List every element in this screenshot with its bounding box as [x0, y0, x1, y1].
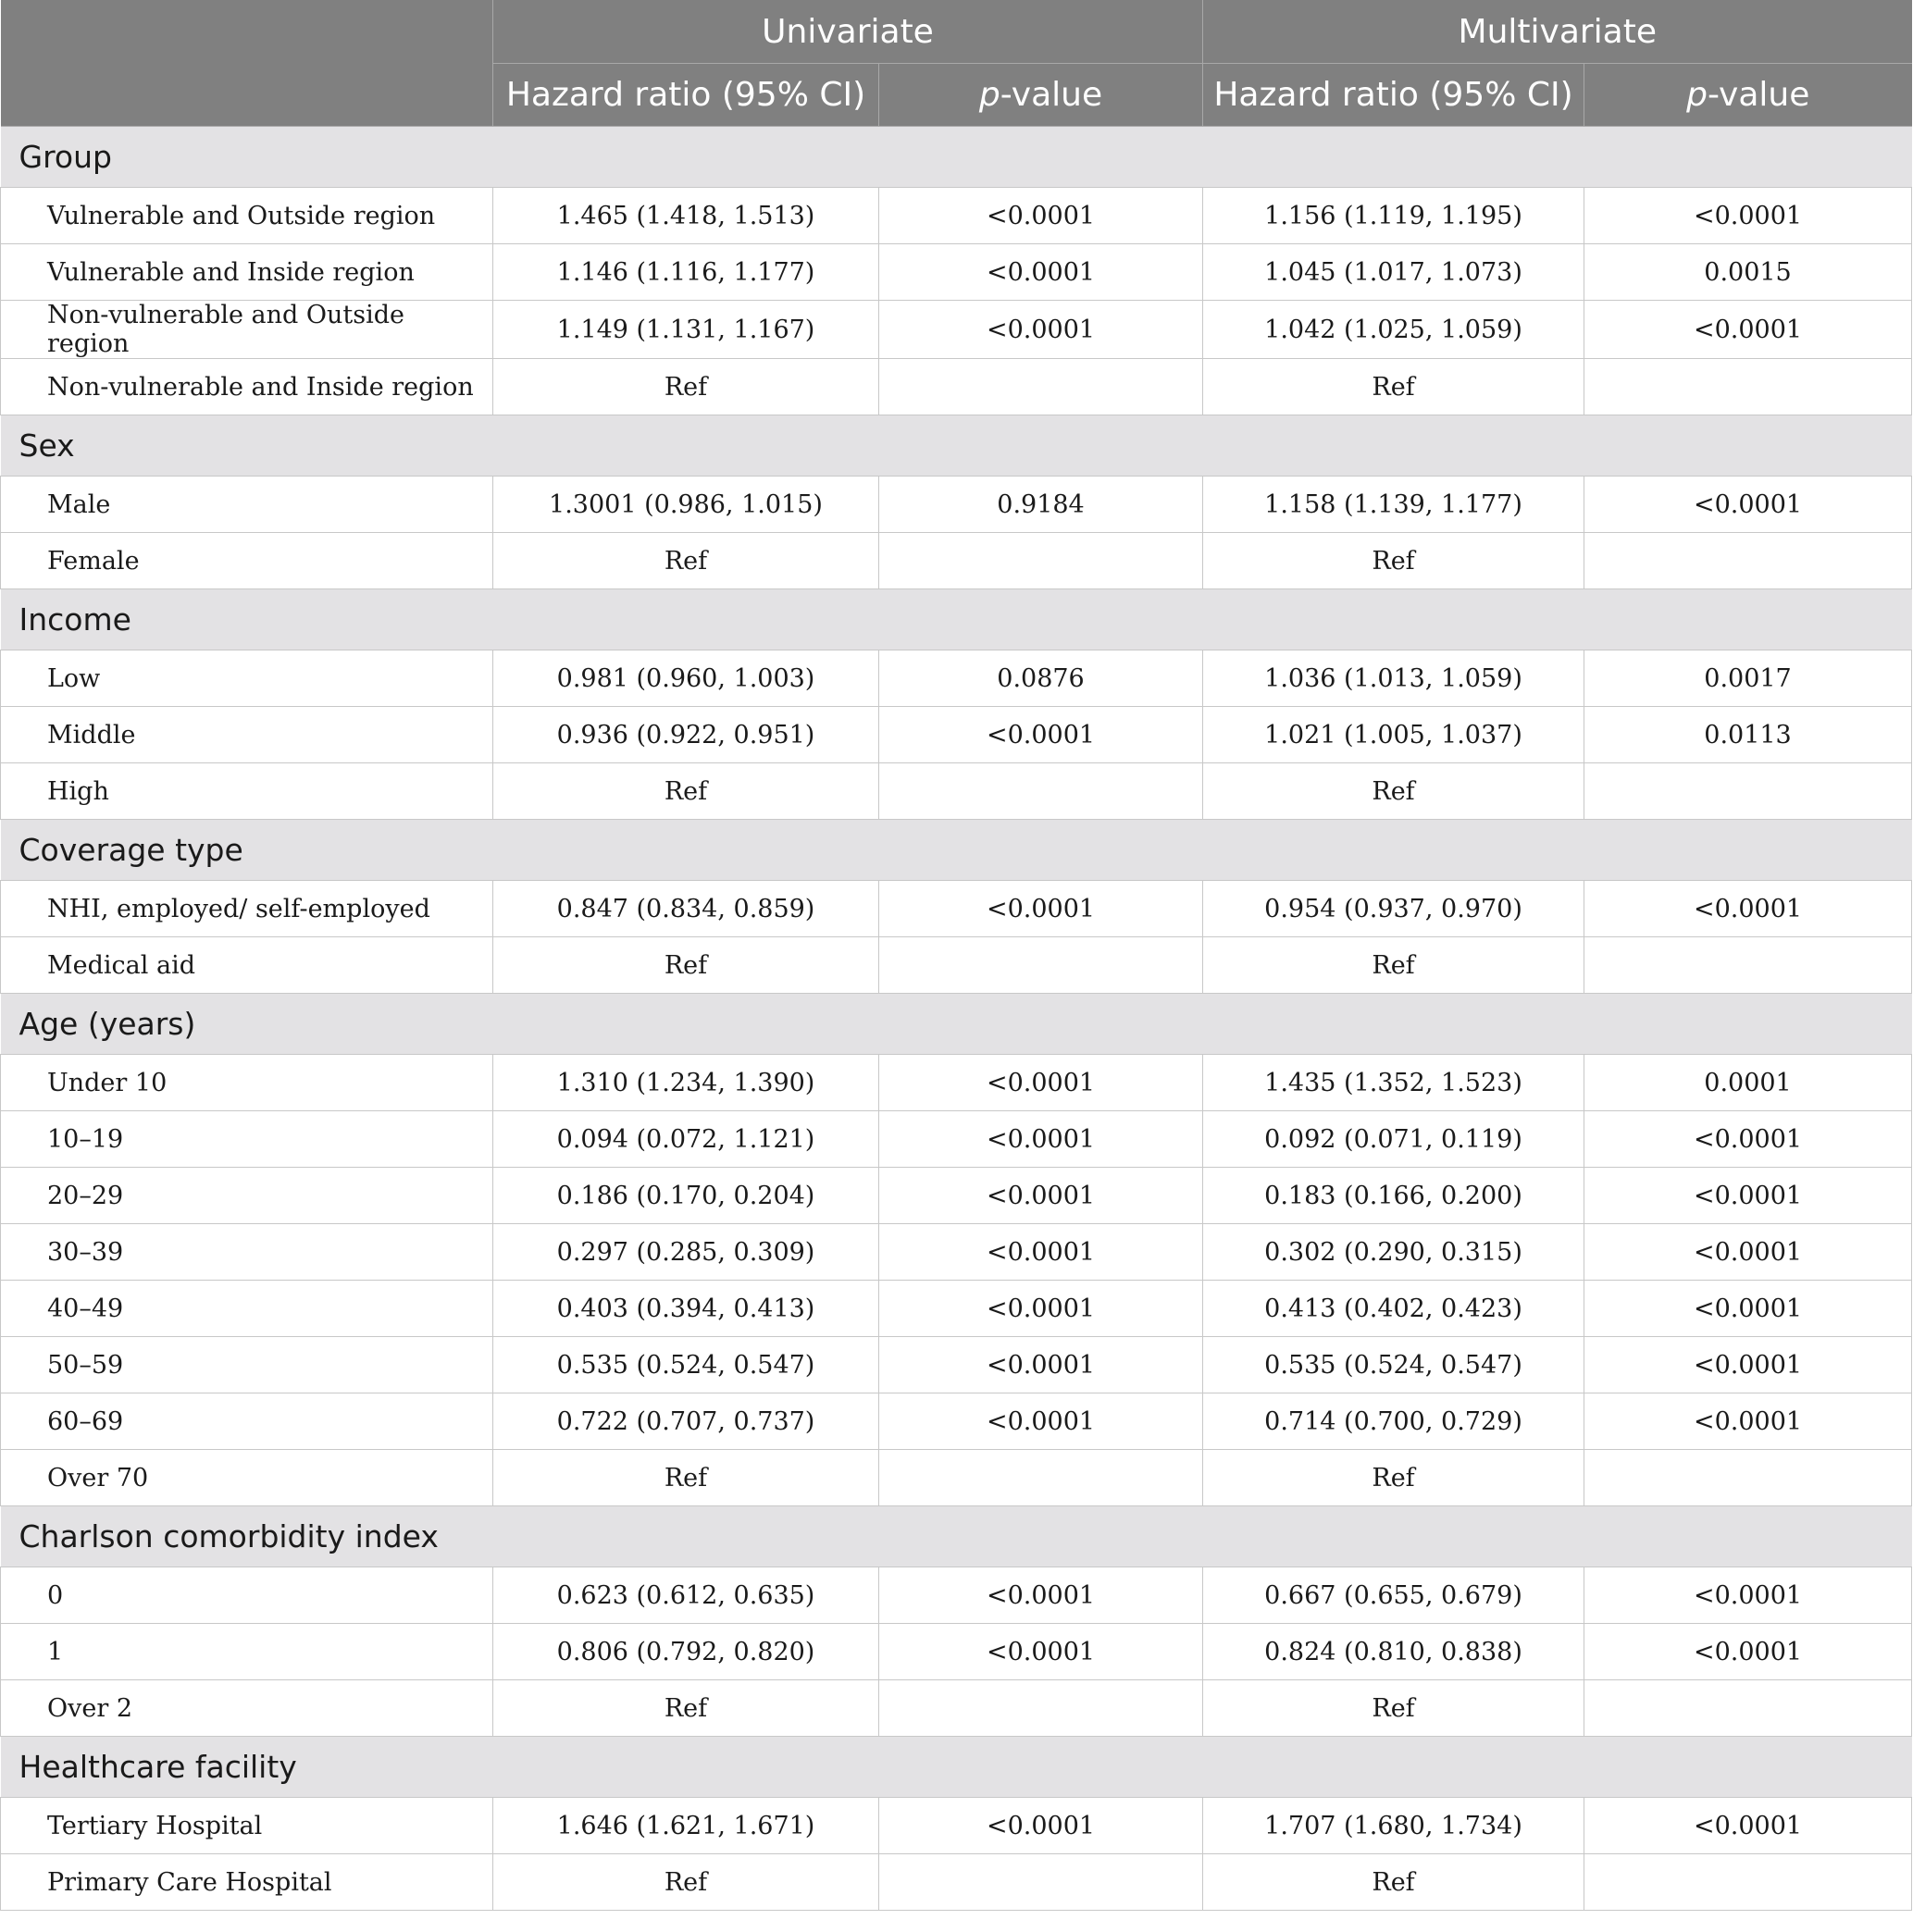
table-row — [1, 359, 1912, 415]
row-label: 50–59 — [1, 1337, 493, 1393]
table-row — [1, 1281, 1912, 1337]
univariate-p-value — [879, 533, 1203, 589]
multivariate-hazard-ratio: 1.042 (1.025, 1.059) — [1203, 301, 1584, 359]
table-row — [1, 707, 1912, 763]
multivariate-hazard-ratio: 0.092 (0.071, 0.119) — [1203, 1111, 1584, 1168]
table-row — [1, 1450, 1912, 1506]
multivariate-p-value — [1584, 359, 1912, 415]
multivariate-p-value: <0.0001 — [1584, 1111, 1912, 1168]
univariate-hazard-ratio: 0.186 (0.170, 0.204) — [493, 1168, 879, 1224]
univariate-p-value: <0.0001 — [879, 1055, 1203, 1111]
univariate-hazard-ratio: 0.847 (0.834, 0.859) — [493, 881, 879, 937]
multivariate-p-value — [1584, 763, 1912, 820]
row-label: Over 70 — [1, 1450, 493, 1506]
univariate-p-value: <0.0001 — [879, 1337, 1203, 1393]
header-univariate: Univariate — [493, 0, 1203, 64]
univariate-p-value: <0.0001 — [879, 881, 1203, 937]
univariate-hazard-ratio: 1.149 (1.131, 1.167) — [493, 301, 879, 359]
multivariate-p-value: <0.0001 — [1584, 188, 1912, 244]
header-multi-p — [1584, 64, 1912, 127]
univariate-p-value — [879, 1680, 1203, 1737]
row-label: Low — [1, 650, 493, 707]
row-label: 20–29 — [1, 1168, 493, 1224]
multivariate-p-value: <0.0001 — [1584, 1337, 1912, 1393]
table-body — [1, 127, 1912, 1911]
section-title: Income — [1, 589, 1912, 650]
multivariate-p-value: <0.0001 — [1584, 881, 1912, 937]
multivariate-hazard-ratio: 0.954 (0.937, 0.970) — [1203, 881, 1584, 937]
section-title: Sex — [1, 415, 1912, 477]
header-blank-cell — [1, 0, 493, 127]
multivariate-p-value: <0.0001 — [1584, 1798, 1912, 1854]
multivariate-p-value: <0.0001 — [1584, 1624, 1912, 1680]
section-title: Healthcare facility — [1, 1737, 1912, 1798]
row-label: Over 2 — [1, 1680, 493, 1737]
multivariate-p-value: 0.0001 — [1584, 1055, 1912, 1111]
multivariate-hazard-ratio: 0.413 (0.402, 0.423) — [1203, 1281, 1584, 1337]
multivariate-hazard-ratio: 0.667 (0.655, 0.679) — [1203, 1567, 1584, 1624]
multivariate-hazard-ratio: Ref — [1203, 1680, 1584, 1737]
row-label: 10–19 — [1, 1111, 493, 1168]
multivariate-hazard-ratio: 1.021 (1.005, 1.037) — [1203, 707, 1584, 763]
table-row — [1, 533, 1912, 589]
table-row — [1, 1854, 1912, 1911]
row-label: Tertiary Hospital — [1, 1798, 493, 1854]
row-label: Non-vulnerable and Outside region — [1, 301, 493, 359]
univariate-hazard-ratio: 0.094 (0.072, 1.121) — [493, 1111, 879, 1168]
univariate-p-value: <0.0001 — [879, 1624, 1203, 1680]
multivariate-hazard-ratio: 0.183 (0.166, 0.200) — [1203, 1168, 1584, 1224]
univariate-hazard-ratio: 0.623 (0.612, 0.635) — [493, 1567, 879, 1624]
section-title: Coverage type — [1, 820, 1912, 881]
table-row — [1, 1567, 1912, 1624]
row-label: Male — [1, 477, 493, 533]
table-row — [1, 650, 1912, 707]
univariate-hazard-ratio: Ref — [493, 763, 879, 820]
univariate-p-value: 0.9184 — [879, 477, 1203, 533]
multivariate-hazard-ratio: Ref — [1203, 763, 1584, 820]
univariate-p-value — [879, 1854, 1203, 1911]
row-label: NHI, employed/ self-employed — [1, 881, 493, 937]
row-label: 30–39 — [1, 1224, 493, 1281]
multivariate-p-value: <0.0001 — [1584, 1168, 1912, 1224]
univariate-p-value — [879, 763, 1203, 820]
multivariate-p-value — [1584, 1450, 1912, 1506]
header-uni-hr: Hazard ratio (95% CI) — [493, 64, 879, 127]
multivariate-hazard-ratio: 1.045 (1.017, 1.073) — [1203, 244, 1584, 301]
row-label: High — [1, 763, 493, 820]
univariate-hazard-ratio: 0.981 (0.960, 1.003) — [493, 650, 879, 707]
univariate-hazard-ratio: Ref — [493, 1854, 879, 1911]
multivariate-hazard-ratio: 0.824 (0.810, 0.838) — [1203, 1624, 1584, 1680]
multivariate-hazard-ratio: Ref — [1203, 937, 1584, 994]
section-row — [1, 1506, 1912, 1567]
multivariate-p-value — [1584, 533, 1912, 589]
univariate-p-value: <0.0001 — [879, 707, 1203, 763]
univariate-p-value: <0.0001 — [879, 1224, 1203, 1281]
row-label: 40–49 — [1, 1281, 493, 1337]
multivariate-p-value: 0.0113 — [1584, 707, 1912, 763]
univariate-hazard-ratio: Ref — [493, 359, 879, 415]
section-row — [1, 415, 1912, 477]
multivariate-hazard-ratio: Ref — [1203, 1450, 1584, 1506]
row-label: Under 10 — [1, 1055, 493, 1111]
header-row-groups — [1, 0, 1912, 64]
table-row — [1, 188, 1912, 244]
multivariate-hazard-ratio: 0.302 (0.290, 0.315) — [1203, 1224, 1584, 1281]
univariate-p-value — [879, 1450, 1203, 1506]
header-multi-p-rest: -value — [1708, 76, 1810, 114]
table-row — [1, 1393, 1912, 1450]
row-label: 0 — [1, 1567, 493, 1624]
univariate-hazard-ratio: 1.646 (1.621, 1.671) — [493, 1798, 879, 1854]
univariate-hazard-ratio: 0.297 (0.285, 0.309) — [493, 1224, 879, 1281]
univariate-p-value: <0.0001 — [879, 1567, 1203, 1624]
univariate-hazard-ratio: 0.806 (0.792, 0.820) — [493, 1624, 879, 1680]
multivariate-p-value — [1584, 1854, 1912, 1911]
table-row — [1, 881, 1912, 937]
univariate-hazard-ratio: 1.465 (1.418, 1.513) — [493, 188, 879, 244]
univariate-hazard-ratio: 0.403 (0.394, 0.413) — [493, 1281, 879, 1337]
univariate-hazard-ratio: 0.936 (0.922, 0.951) — [493, 707, 879, 763]
row-label: Vulnerable and Inside region — [1, 244, 493, 301]
multivariate-hazard-ratio: 0.535 (0.524, 0.547) — [1203, 1337, 1584, 1393]
multivariate-hazard-ratio: 1.156 (1.119, 1.195) — [1203, 188, 1584, 244]
header-uni-p-rest: -value — [1000, 76, 1103, 114]
univariate-p-value: <0.0001 — [879, 1168, 1203, 1224]
multivariate-p-value: <0.0001 — [1584, 477, 1912, 533]
row-label: Female — [1, 533, 493, 589]
multivariate-p-value — [1584, 1680, 1912, 1737]
univariate-p-value: 0.0876 — [879, 650, 1203, 707]
multivariate-p-value: 0.0017 — [1584, 650, 1912, 707]
univariate-hazard-ratio: Ref — [493, 937, 879, 994]
univariate-hazard-ratio: 1.310 (1.234, 1.390) — [493, 1055, 879, 1111]
table-row — [1, 1798, 1912, 1854]
row-label: Non-vulnerable and Inside region — [1, 359, 493, 415]
univariate-p-value: <0.0001 — [879, 188, 1203, 244]
section-row — [1, 994, 1912, 1055]
univariate-hazard-ratio: 1.146 (1.116, 1.177) — [493, 244, 879, 301]
univariate-p-value: <0.0001 — [879, 1393, 1203, 1450]
univariate-hazard-ratio: 1.3001 (0.986, 1.015) — [493, 477, 879, 533]
univariate-hazard-ratio: Ref — [493, 533, 879, 589]
multivariate-hazard-ratio: 1.158 (1.139, 1.177) — [1203, 477, 1584, 533]
multivariate-hazard-ratio: Ref — [1203, 359, 1584, 415]
table-row — [1, 763, 1912, 820]
header-multivariate: Multivariate — [1203, 0, 1912, 64]
univariate-p-value: <0.0001 — [879, 1281, 1203, 1337]
table-row — [1, 1624, 1912, 1680]
table-row — [1, 1168, 1912, 1224]
univariate-hazard-ratio: Ref — [493, 1450, 879, 1506]
univariate-hazard-ratio: 0.535 (0.524, 0.547) — [493, 1337, 879, 1393]
univariate-p-value — [879, 359, 1203, 415]
table-row — [1, 301, 1912, 359]
header-uni-p — [879, 64, 1203, 127]
multivariate-hazard-ratio: 1.435 (1.352, 1.523) — [1203, 1055, 1584, 1111]
section-row — [1, 1737, 1912, 1798]
section-title: Charlson comorbidity index — [1, 1506, 1912, 1567]
univariate-p-value: <0.0001 — [879, 301, 1203, 359]
row-label: Middle — [1, 707, 493, 763]
row-label: 60–69 — [1, 1393, 493, 1450]
header-multi-hr: Hazard ratio (95% CI) — [1203, 64, 1584, 127]
table-row — [1, 244, 1912, 301]
multivariate-hazard-ratio: 1.036 (1.013, 1.059) — [1203, 650, 1584, 707]
table-row — [1, 937, 1912, 994]
section-row — [1, 589, 1912, 650]
row-label: Medical aid — [1, 937, 493, 994]
table-row — [1, 1680, 1912, 1737]
header-multi-p-italic: p — [1686, 76, 1708, 114]
univariate-hazard-ratio: Ref — [493, 1680, 879, 1737]
header-uni-p-italic: p — [978, 76, 1000, 114]
section-title: Age (years) — [1, 994, 1912, 1055]
multivariate-p-value: <0.0001 — [1584, 1393, 1912, 1450]
row-label: 1 — [1, 1624, 493, 1680]
univariate-p-value: <0.0001 — [879, 1111, 1203, 1168]
multivariate-p-value: 0.0015 — [1584, 244, 1912, 301]
univariate-p-value: <0.0001 — [879, 244, 1203, 301]
table-header — [1, 0, 1912, 127]
multivariate-p-value: <0.0001 — [1584, 301, 1912, 359]
table-row — [1, 1055, 1912, 1111]
multivariate-p-value: <0.0001 — [1584, 1281, 1912, 1337]
multivariate-hazard-ratio: 0.714 (0.700, 0.729) — [1203, 1393, 1584, 1450]
table-row — [1, 1337, 1912, 1393]
multivariate-p-value: <0.0001 — [1584, 1567, 1912, 1624]
multivariate-hazard-ratio: Ref — [1203, 1854, 1584, 1911]
multivariate-p-value — [1584, 937, 1912, 994]
univariate-p-value: <0.0001 — [879, 1798, 1203, 1854]
table-row — [1, 1111, 1912, 1168]
table-row — [1, 477, 1912, 533]
multivariate-hazard-ratio: Ref — [1203, 533, 1584, 589]
table-row — [1, 1224, 1912, 1281]
univariate-p-value — [879, 937, 1203, 994]
univariate-hazard-ratio: 0.722 (0.707, 0.737) — [493, 1393, 879, 1450]
row-label: Primary Care Hospital — [1, 1854, 493, 1911]
multivariate-hazard-ratio: 1.707 (1.680, 1.734) — [1203, 1798, 1584, 1854]
section-row — [1, 820, 1912, 881]
row-label: Vulnerable and Outside region — [1, 188, 493, 244]
section-title: Group — [1, 127, 1912, 188]
multivariate-p-value: <0.0001 — [1584, 1224, 1912, 1281]
section-row — [1, 127, 1912, 188]
